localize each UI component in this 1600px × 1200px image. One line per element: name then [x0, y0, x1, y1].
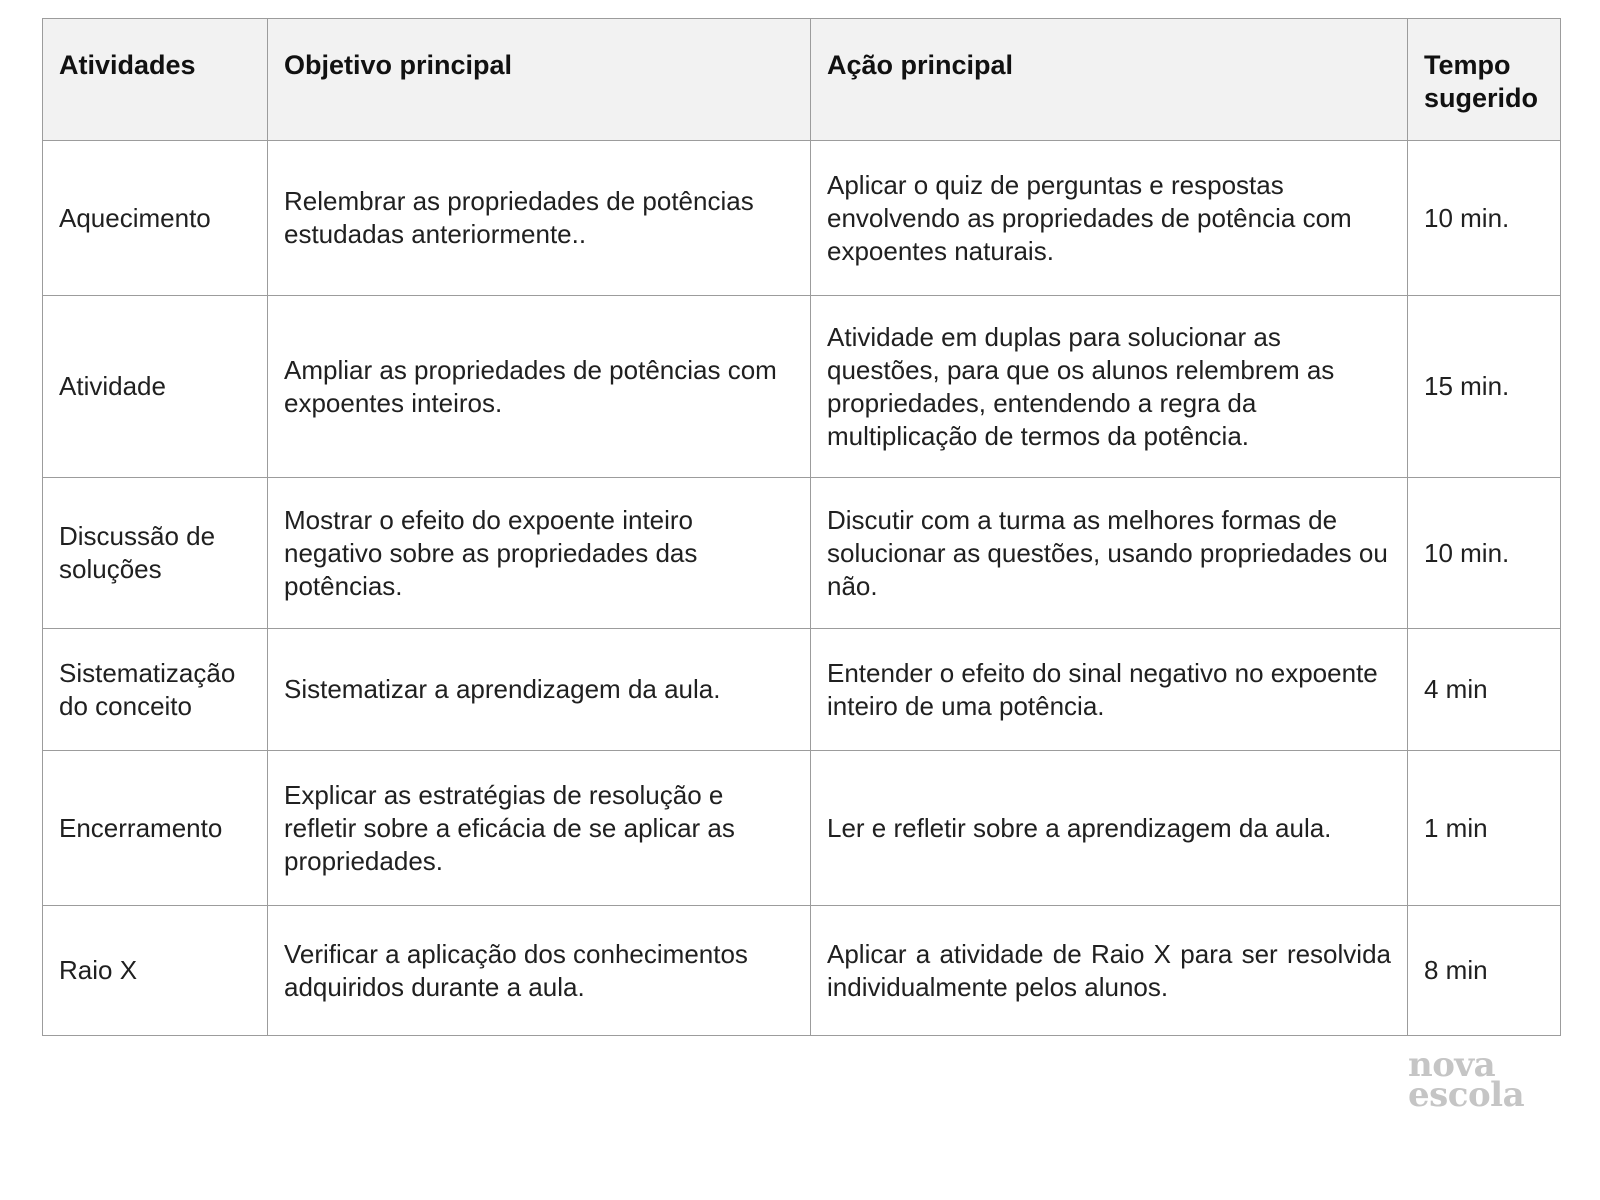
- cell-objetivo: Ampliar as propriedades de potências com expoentes inteiros.: [268, 296, 811, 478]
- cell-objetivo: Explicar as estratégias de resolução e refletir sobre a eficácia de se aplicar as propriedades.: [268, 751, 811, 906]
- cell-tempo: 15 min.: [1408, 296, 1561, 478]
- table-row: [43, 629, 1561, 751]
- cell-acao: Aplicar o quiz de perguntas e respostas envolvendo as propriedades de potência com expoentes naturais.: [811, 141, 1408, 296]
- cell-objetivo: Verificar a aplicação dos conhecimentos adquiridos durante a aula.: [268, 906, 811, 1036]
- cell-objetivo: Relembrar as propriedades de potências estudadas anteriormente..: [268, 141, 811, 296]
- cell-acao: Aplicar a atividade de Raio X para ser resolvida individualmente pelos alunos.: [811, 906, 1408, 1036]
- cell-objetivo: Sistematizar a aprendizagem da aula.: [268, 629, 811, 751]
- lesson-plan-table: [42, 18, 1561, 1036]
- cell-tempo: 4 min: [1408, 629, 1561, 751]
- table-row: [43, 141, 1561, 296]
- cell-atividade: Aquecimento: [43, 141, 268, 296]
- nova-escola-logo: [1408, 1045, 1525, 1115]
- logo-line-escola: escola: [1408, 1075, 1525, 1115]
- table-row: [43, 478, 1561, 629]
- cell-tempo: 10 min.: [1408, 478, 1561, 629]
- cell-tempo: 8 min: [1408, 906, 1561, 1036]
- cell-objetivo: Mostrar o efeito do expoente inteiro negativo sobre as propriedades das potências.: [268, 478, 811, 629]
- header-acao-principal: Ação principal: [811, 19, 1408, 141]
- cell-atividade: Discussão de soluções: [43, 478, 268, 629]
- logo-line-nova: nova: [1408, 1045, 1496, 1085]
- cell-atividade: Atividade: [43, 296, 268, 478]
- table-header-row: [43, 19, 1561, 141]
- cell-atividade: Encerramento: [43, 751, 268, 906]
- cell-atividade: Sistematização do conceito: [43, 629, 268, 751]
- cell-acao: Ler e refletir sobre a aprendizagem da aula.: [811, 751, 1408, 906]
- header-atividades: Atividades: [43, 19, 268, 141]
- table-row: [43, 906, 1561, 1036]
- header-objetivo-principal: Objetivo principal: [268, 19, 811, 141]
- cell-acao: Discutir com a turma as melhores formas de solucionar as questões, usando propriedades ou não.: [811, 478, 1408, 629]
- table-row: [43, 751, 1561, 906]
- cell-atividade: Raio X: [43, 906, 268, 1036]
- cell-acao: Entender o efeito do sinal negativo no expoente inteiro de uma potência.: [811, 629, 1408, 751]
- cell-tempo: 10 min.: [1408, 141, 1561, 296]
- cell-acao: Atividade em duplas para solucionar as questões, para que os alunos relembrem as propriedades, entendendo a regra da multiplicação de termos da potência.: [811, 296, 1408, 478]
- table-row: [43, 296, 1561, 478]
- header-tempo-sugerido: Tempo sugerido: [1408, 19, 1561, 141]
- cell-tempo: 1 min: [1408, 751, 1561, 906]
